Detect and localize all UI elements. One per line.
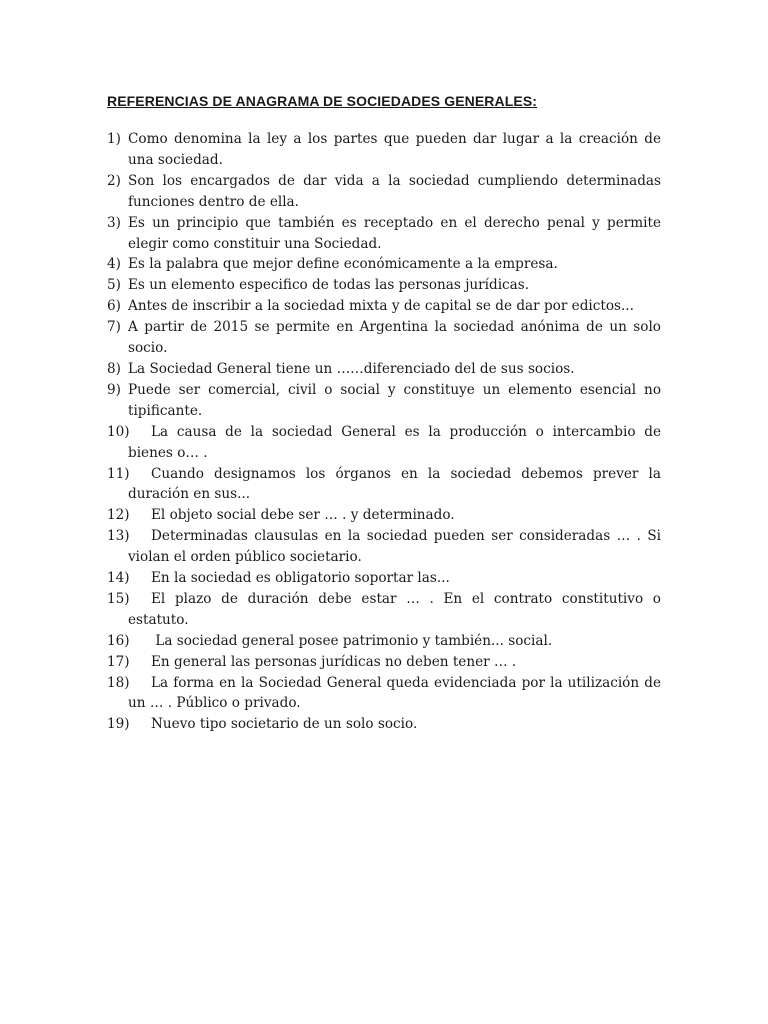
list-item bbox=[107, 317, 661, 359]
list-item bbox=[107, 464, 661, 506]
list-item bbox=[107, 673, 661, 715]
item-text: La causa de la sociedad General es la producción o intercambio de bienes o… . bbox=[128, 423, 661, 461]
item-number: 9) bbox=[107, 381, 121, 398]
item-text: Como denomina la ley a los partes que pueden dar lugar a la creación de una sociedad. bbox=[128, 131, 661, 168]
item-number: 15) bbox=[107, 590, 130, 607]
item-text: Antes de inscribir a la sociedad mixta y de capital se de dar por edictos... bbox=[128, 298, 634, 315]
list-item bbox=[107, 275, 661, 296]
document-page bbox=[107, 91, 661, 735]
item-number: 18) bbox=[107, 674, 130, 691]
item-number: 2) bbox=[107, 172, 121, 189]
list-item bbox=[107, 171, 661, 213]
item-number: 8) bbox=[107, 360, 121, 377]
list-item bbox=[107, 296, 661, 317]
item-number: 10) bbox=[107, 423, 130, 440]
item-number: 14) bbox=[107, 570, 130, 587]
item-text: En la sociedad es obligatorio soportar las... bbox=[151, 570, 450, 587]
item-number: 17) bbox=[107, 653, 130, 670]
item-text: Es la palabra que mejor define económicamente a la empresa. bbox=[128, 256, 558, 273]
item-number: 12) bbox=[107, 507, 130, 524]
item-text: Determinadas clausulas en la sociedad pueden ser consideradas … . Si violan el orden público societario. bbox=[128, 528, 661, 566]
item-text: La sociedad general posee patrimonio y también... social. bbox=[151, 632, 553, 649]
item-text: La forma en la Sociedad General queda evidenciada por la utilización de un … . Público o privado. bbox=[128, 674, 661, 712]
item-text: Cuando designamos los órganos en la sociedad debemos prever la duración en sus... bbox=[128, 465, 661, 503]
list-item bbox=[107, 589, 661, 631]
list-item bbox=[107, 129, 661, 171]
list-item bbox=[107, 526, 661, 568]
item-number: 19) bbox=[107, 716, 130, 733]
item-number: 4) bbox=[107, 256, 121, 273]
list-item bbox=[107, 359, 661, 380]
item-number: 7) bbox=[107, 319, 121, 336]
item-text: La Sociedad General tiene un ……diferenciado del de sus socios. bbox=[128, 360, 575, 377]
references-list bbox=[107, 129, 661, 735]
item-number: 6) bbox=[107, 298, 121, 315]
item-number: 5) bbox=[107, 277, 121, 294]
list-item bbox=[107, 568, 661, 589]
item-text: Es un elemento especifico de todas las personas jurídicas. bbox=[128, 277, 530, 294]
item-text: El objeto social debe ser … . y determinado. bbox=[151, 507, 455, 524]
item-number: 13) bbox=[107, 528, 130, 545]
document-title: REFERENCIAS DE ANAGRAMA DE SOCIEDADES GENERALES: bbox=[107, 93, 538, 109]
item-text: En general las personas jurídicas no deben tener … . bbox=[151, 653, 517, 670]
item-text: Es un principio que también es receptado en el derecho penal y permite elegir como constituir una Sociedad. bbox=[128, 214, 661, 252]
item-number: 1) bbox=[107, 131, 121, 147]
item-text: Nuevo tipo societario de un solo socio. bbox=[151, 716, 418, 733]
list-item bbox=[107, 380, 661, 422]
item-text: El plazo de duración debe estar … . En el contrato constitutivo o estatuto. bbox=[128, 590, 661, 628]
item-number: 11) bbox=[107, 465, 130, 482]
item-text: A partir de 2015 se permite en Argentina la sociedad anónima de un solo socio. bbox=[128, 319, 661, 357]
item-number: 3) bbox=[107, 214, 121, 231]
item-text: Son los encargados de dar vida a la sociedad cumpliendo determinadas funciones dentro de ella. bbox=[128, 172, 661, 210]
list-item bbox=[107, 505, 661, 526]
list-item bbox=[107, 631, 661, 652]
list-item bbox=[107, 652, 661, 673]
list-item bbox=[107, 213, 661, 255]
list-item bbox=[107, 422, 661, 464]
list-item bbox=[107, 254, 661, 275]
item-number: 16) bbox=[107, 632, 130, 649]
list-item bbox=[107, 714, 661, 735]
item-text: Puede ser comercial, civil o social y constituye un elemento esencial no tipificante. bbox=[128, 381, 661, 419]
